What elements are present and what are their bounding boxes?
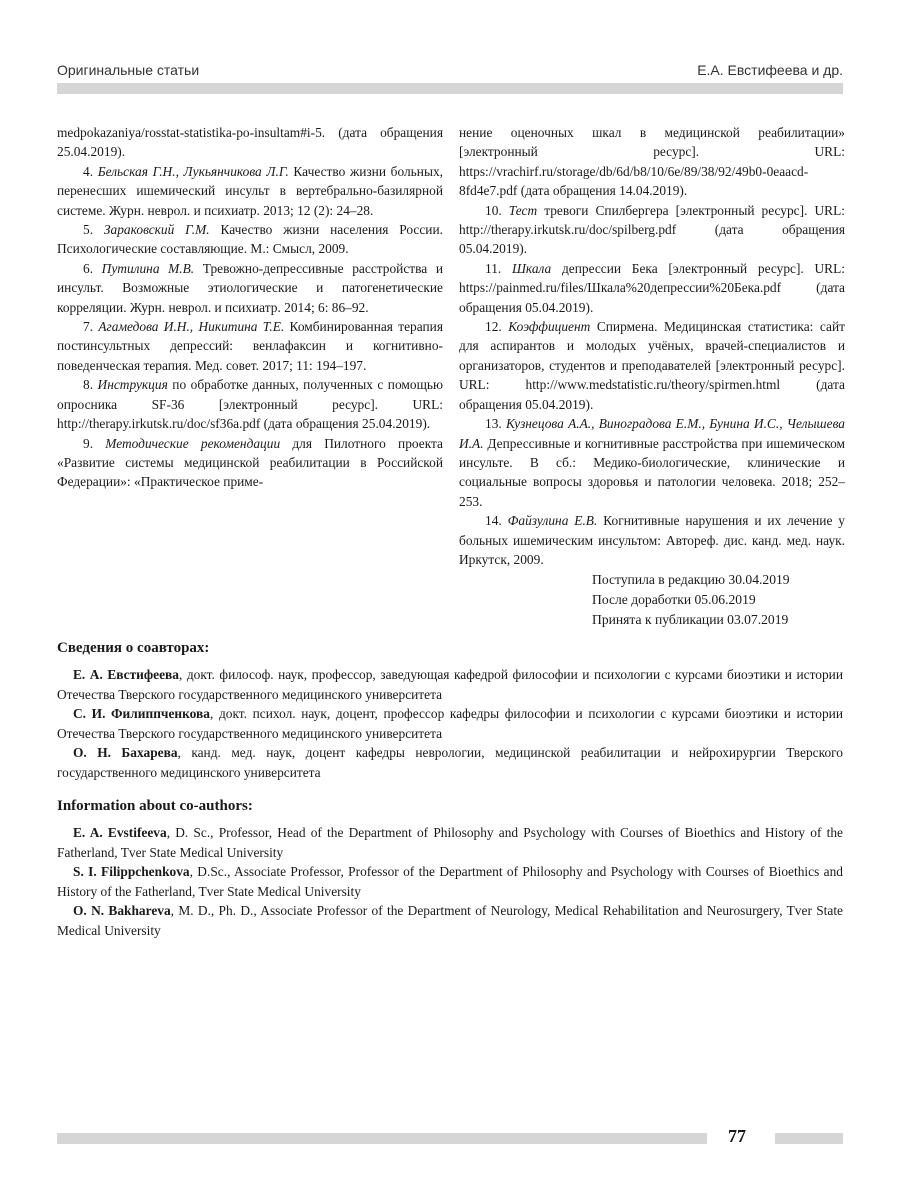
reference-author: Инструкция (97, 377, 168, 393)
coauthors-en-title: Information about co-authors: (57, 798, 253, 814)
coauthors-ru-title: Сведения о соавторах: (57, 640, 210, 656)
reference-text: Когнитивные нарушения и их лечение у больных ишемическим инсультом: Автореф. дис. канд. мед. наук. Иркутск, 2009. (459, 513, 845, 567)
coauthor-affiliation: , D. Sc., Professor, Head of the Department of Philosophy and Psychology with Courses of Bioethics and History of the Fatherland, Tver State Medical University (57, 825, 843, 860)
reference-text: тревоги Спилбергера [электронный ресурс]. URL: http://therapy.irkutsk.ru/doc/spilberg.pdf (дата обращения 05.04.2019). (459, 202, 845, 257)
references-right-column (459, 123, 845, 569)
reference-author: Бельская Г.Н., Лукьянчикова Л.Г. (97, 163, 289, 179)
references-left-column (57, 123, 443, 492)
coauthors-en-section (57, 798, 843, 940)
footer-rule-left (57, 1133, 707, 1144)
coauthor-entry (57, 823, 843, 862)
reference-item (459, 201, 845, 259)
reference-number: 6. (83, 260, 102, 276)
reference-author: Методические рекомендации (105, 435, 281, 451)
reference-author: Шкала (511, 260, 552, 276)
coauthor-name: С. И. Филиппченкова (73, 706, 210, 721)
reference-item (459, 414, 845, 511)
reference-author: Агамедова И.Н., Никитина Т.Е. (98, 319, 285, 335)
reference-text: Комбинированная терапия постинсультных депрессий: венлафаксин и когнитивно-поведенческая терапия. Мед. совет. 2017; 11: 194–197. (57, 319, 444, 373)
coauthor-affiliation: , канд. мед. наук, доцент кафедры неврологии, медицинской реабилитации и нейрохирургии Тверского государственного медицинского университета (57, 745, 843, 780)
reference-item (459, 511, 845, 569)
reference-text: по обработке данных, полученных с помощью опросника SF-36 [электронный ресурс]. URL: http://therapy.irkutsk.ru/doc/sf36a.pdf (дата обращения 25.04.2019). (57, 377, 444, 432)
coauthor-name: Е. А. Евстифеева (73, 667, 179, 682)
header-rule (57, 83, 843, 94)
reference-item (57, 259, 443, 317)
coauthor-affiliation: , докт. философ. наук, профессор, заведующая кафедрой философии и психологии с курсами биоэтики и истории Отечества Тверского государственного медицинского университета (57, 667, 844, 702)
reference-number: 7. (83, 319, 99, 335)
reference-author: Зараковский Г.М. (103, 222, 210, 238)
reference-number: 4. (83, 163, 98, 179)
reference-number: 12. (485, 319, 509, 335)
coauthor-entry (57, 743, 843, 782)
reference-text: депрессии Бека [электронный ресурс]. URL: https://painmed.ru/files/Шкала%20депрессии%20Бека.pdf (дата обращения 05.04.2019). (459, 260, 845, 315)
reference-text: для Пилотного проекта «Развитие системы медицинской реабилитации в Российской Федерации»: «Практическое приме- (57, 435, 443, 490)
reference-item (57, 162, 443, 220)
reference-item (459, 259, 845, 317)
coauthors-ru-list (57, 665, 843, 782)
coauthor-affiliation: , D.Sc., Associate Professor, Professor of the Department of Philosophy and Psychology with Courses of Bioethics and History of the Fatherland, Tver State Medical University (57, 864, 843, 899)
reference-text: Тревожно-депрессивные расстройства и инсульт. Возможные этиологические и патогенетические корреляции. Журн. неврол. и психиатр. 2014; 6: 86–92. (57, 260, 443, 315)
reference-number: 5. (83, 222, 104, 238)
date-accepted: Принята к публикации 03.07.2019 (592, 612, 789, 627)
coauthors-ru-section (57, 640, 843, 782)
coauthor-name: E. A. Evstifeeva (73, 825, 167, 840)
reference-number: 13. (485, 416, 506, 432)
coauthor-entry (57, 901, 843, 940)
page-number: 77 (728, 1126, 746, 1146)
running-header-authors: Е.А. Евстифеева и др. (697, 62, 843, 78)
reference-number: 10. (485, 202, 509, 218)
reference-author: Коэффициент (508, 319, 591, 335)
reference-continuation: medpokazaniya/rosstat-statistika-po-insultam#i-5. (дата обращения 25.04.2019). (57, 125, 443, 160)
reference-text: Спирмена. Медицинская статистика: сайт для аспирантов и молодых учёных, врачей-специалистов и организаторов, студентов и преподавателей [электронный ресурс]. URL: http://www.medstatistic.ru/theory/spirmen.html (дата обращения 05.04.2019). (459, 319, 845, 412)
coauthor-entry (57, 862, 843, 901)
coauthor-affiliation: , M. D., Ph. D., Associate Professor of the Department of Neurology, Medical Rehabilitation and Neurosurgery, Tver State Medical University (57, 903, 843, 938)
coauthor-name: O. N. Bakhareva (73, 903, 171, 918)
coauthor-entry (57, 704, 843, 743)
reference-item (57, 220, 443, 259)
reference-item (57, 375, 443, 433)
coauthor-affiliation: , докт. психол. наук, доцент, профессор кафедры философии и психологии с курсами биоэтики и истории Отечества Тверского государственного медицинского университета (57, 706, 844, 741)
reference-author: Кузнецова А.А., Виноградова Е.М., Бунина И.С., Челышева И.А. (459, 416, 845, 451)
footer-rule-right (775, 1133, 843, 1144)
reference-text: Депрессивные и когнитивные расстройства при ишемическом инсульте. В сб.: Медико-биологические, клинические и социальные вопросы здоровья и патологии человека. 2018; 252–253. (459, 435, 845, 509)
reference-number: 9. (83, 435, 106, 451)
running-header-section: Оригинальные статьи (57, 62, 200, 78)
submission-dates (592, 570, 790, 630)
reference-number: 14. (485, 513, 508, 529)
reference-item (57, 317, 443, 375)
coauthor-name: О. Н. Бахарева (73, 745, 178, 760)
coauthor-name: S. I. Filippchenkova (73, 864, 190, 879)
reference-number: 11. (485, 260, 512, 276)
coauthor-entry (57, 665, 843, 704)
date-revised: После доработки 05.06.2019 (592, 592, 756, 607)
reference-number: 8. (83, 377, 98, 393)
reference-author: Путилина М.В. (101, 260, 195, 276)
reference-continuation: нение оценочных шкал в медицинской реабилитации» [электронный ресурс]. URL: https://vrachirf.ru/storage/db/6d/b8/10/6e/89/38/92/49b0-0eaacd-8fd4e7.pdf (дата обращения 14.04.2019). (459, 125, 845, 199)
reference-author: Файзулина Е.В. (507, 513, 598, 529)
reference-item (57, 434, 443, 492)
reference-author: Тест (508, 202, 538, 218)
reference-text: Качество жизни больных, перенесших ишемический инсульт в вертебрально-базилярной системе. Журн. неврол. и психиатр. 2013; 12 (2): 24–28. (57, 163, 443, 218)
coauthors-en-list (57, 823, 843, 940)
date-received: Поступила в редакцию 30.04.2019 (592, 572, 790, 587)
reference-item (459, 317, 845, 414)
reference-text: Качество жизни населения России. Психологические составляющие. М.: Смысл, 2009. (57, 222, 443, 257)
